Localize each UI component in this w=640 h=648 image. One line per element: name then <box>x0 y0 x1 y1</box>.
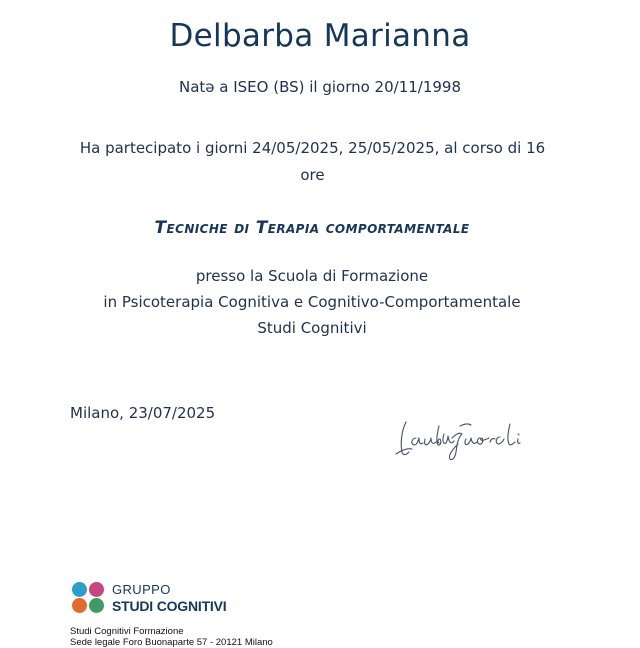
course-title: Tecniche di Terapia comportamentale <box>154 218 470 238</box>
school-info <box>0 263 624 341</box>
birth-info: Natə a ISEO (BS) il giorno 20/11/1998 <box>178 78 462 96</box>
footer-line: Sede legale Foro Buonaparte 57 - 20121 Milano <box>70 637 273 648</box>
logo-text <box>112 582 226 614</box>
footer <box>70 626 273 648</box>
participation-info: Ha partecipato i giorni 24/05/2025, 25/05/2025, al corso di 16 ore <box>79 139 546 184</box>
logo-line-2: STUDI COGNITIVI <box>112 598 227 614</box>
logo-dot <box>72 582 87 597</box>
place-date: Milano, 23/07/2025 <box>70 404 216 422</box>
logo-dot <box>89 598 104 613</box>
logo-line-1: GRUPPO <box>112 582 171 597</box>
school-line: Studi Cognitivi <box>257 319 367 337</box>
school-line: presso la Scuola di Formazione <box>195 267 429 285</box>
logo-dot <box>72 598 87 613</box>
logo <box>72 580 232 616</box>
school-line: in Psicoterapia Cognitiva e Cognitivo-Comportamentale <box>103 293 521 311</box>
recipient-name: Delbarba Marianna <box>169 18 471 54</box>
footer-line: Studi Cognitivi Formazione <box>70 626 184 637</box>
logo-dot <box>89 582 104 597</box>
logo-dots-icon <box>72 582 106 614</box>
signature-image <box>392 412 527 466</box>
